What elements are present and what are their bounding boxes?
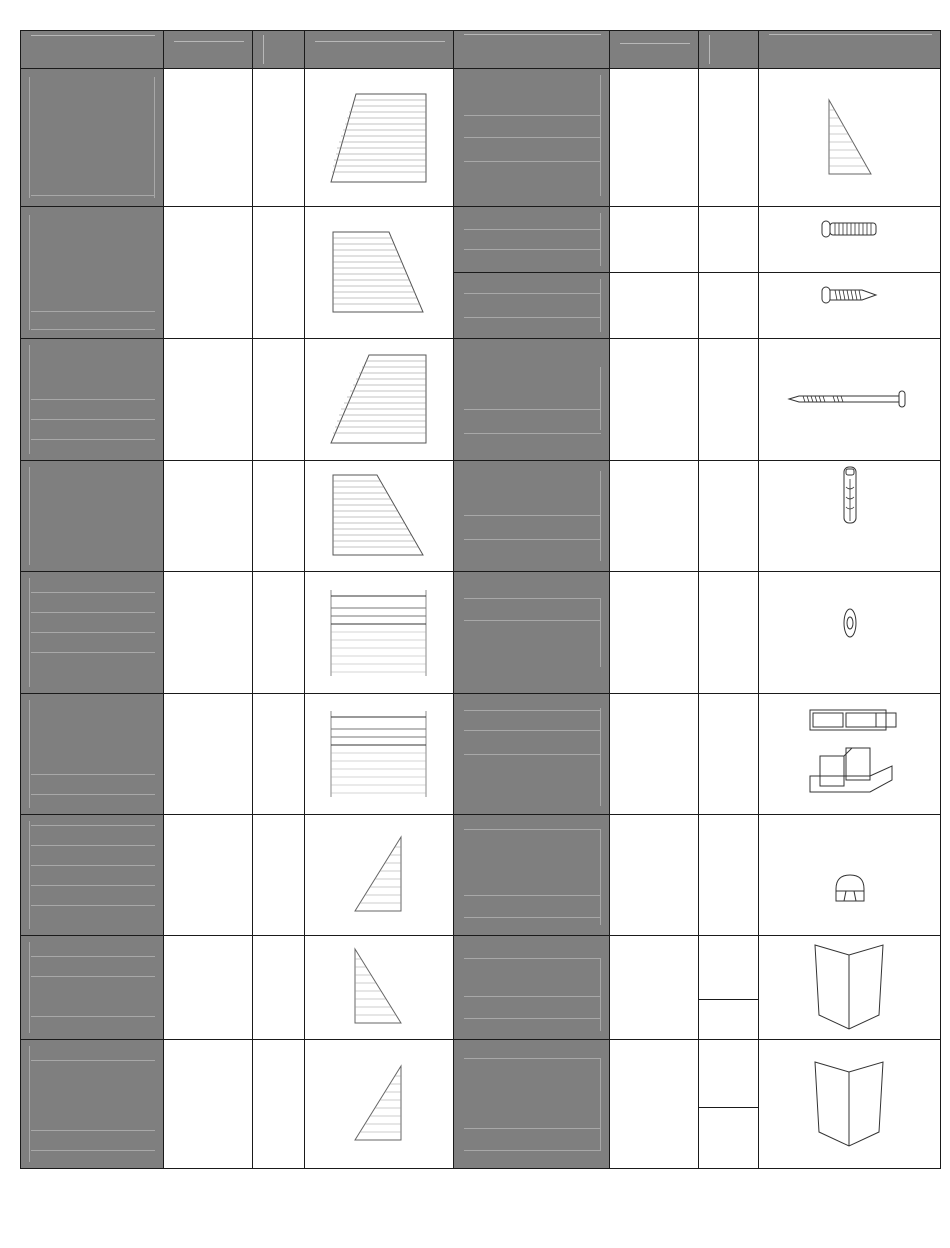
hardware-code-cell <box>610 572 699 693</box>
table-row <box>21 338 941 460</box>
part-code-cell <box>164 1039 253 1168</box>
panel-image-cell <box>305 693 454 814</box>
corner-trim-icon <box>813 943 887 1031</box>
parts-table <box>20 30 941 1169</box>
panel-trapezoid-icon <box>331 473 427 559</box>
table-row <box>21 572 941 693</box>
part-qty-cell <box>253 693 305 814</box>
corner-trim-icon <box>813 1060 887 1148</box>
hardware-image-cell <box>759 69 941 207</box>
part-name-cell <box>21 936 164 1039</box>
panel-image-cell <box>305 936 454 1039</box>
part-code-cell <box>164 69 253 207</box>
hardware-code-cell <box>610 1039 699 1168</box>
part-qty-cell <box>253 338 305 460</box>
part-qty-cell <box>253 936 305 1039</box>
table-row <box>21 69 941 207</box>
part-name-cell <box>21 461 164 572</box>
panel-trapezoid-icon <box>329 92 429 184</box>
panel-image-cell <box>305 207 454 338</box>
header-cell-part-qty <box>253 31 305 69</box>
part-name-cell <box>21 207 164 338</box>
part-code-cell <box>164 207 253 338</box>
part-code-cell <box>164 338 253 460</box>
hardware-code-cell <box>610 272 699 338</box>
hardware-name-cell <box>454 272 610 338</box>
part-code-cell <box>164 572 253 693</box>
part-code-cell <box>164 815 253 936</box>
part-qty-cell <box>253 69 305 207</box>
part-name-cell <box>21 69 164 207</box>
part-code-cell <box>164 461 253 572</box>
hardware-name-cell <box>454 69 610 207</box>
header-cell-part-name <box>21 31 164 69</box>
hardware-image-cell <box>759 1039 941 1168</box>
panel-image-cell <box>305 461 454 572</box>
hardware-code-cell <box>610 207 699 272</box>
hardware-code-cell <box>610 461 699 572</box>
part-qty-cell <box>253 572 305 693</box>
cap-nut-icon <box>830 871 870 907</box>
hardware-name-cell <box>454 461 610 572</box>
panel-rectangle-icon <box>329 709 429 799</box>
panel-triangle-icon <box>353 1064 405 1144</box>
long-nail-icon <box>787 389 913 409</box>
panel-rectangle-icon <box>329 588 429 678</box>
panel-image-cell <box>305 572 454 693</box>
hardware-image-cell <box>759 572 941 693</box>
hardware-image-cell <box>759 693 941 814</box>
hardware-image-cell <box>759 272 941 338</box>
hardware-image-cell <box>759 815 941 936</box>
hardware-qty-cell <box>699 572 759 693</box>
hardware-name-cell <box>454 1039 610 1168</box>
part-name-cell <box>21 693 164 814</box>
table-row <box>21 207 941 272</box>
header-cell-part-image <box>305 31 454 69</box>
part-name-cell <box>21 572 164 693</box>
part-name-cell <box>21 815 164 936</box>
hardware-code-cell <box>610 936 699 1039</box>
hardware-code-cell <box>610 338 699 460</box>
panel-triangle-icon <box>353 947 405 1027</box>
washer-icon <box>840 606 860 640</box>
hardware-image-cell <box>759 338 941 460</box>
part-qty-cell <box>253 815 305 936</box>
panel-image-cell <box>305 815 454 936</box>
panel-image-cell <box>305 69 454 207</box>
header-cell-part-code <box>164 31 253 69</box>
part-name-cell <box>21 338 164 460</box>
part-qty-cell <box>253 461 305 572</box>
hardware-qty-cell <box>699 1000 759 1039</box>
wall-anchor-icon <box>840 465 860 527</box>
header-cell-hardware-code <box>610 31 699 69</box>
hardware-qty-cell <box>699 1039 759 1107</box>
hardware-qty-cell <box>699 69 759 207</box>
triangle-panel-icon <box>825 98 875 178</box>
hardware-image-cell <box>759 461 941 572</box>
hardware-code-cell <box>610 693 699 814</box>
hardware-name-cell <box>454 936 610 1039</box>
table-row <box>21 693 941 814</box>
header-cell-hardware-image <box>759 31 941 69</box>
hardware-image-cell <box>759 207 941 272</box>
hardware-code-cell <box>610 69 699 207</box>
table-row <box>21 1039 941 1107</box>
panel-image-cell <box>305 1039 454 1168</box>
hardware-name-cell <box>454 815 610 936</box>
hardware-name-cell <box>454 693 610 814</box>
panel-trapezoid-icon <box>331 230 427 316</box>
part-qty-cell <box>253 1039 305 1168</box>
hardware-qty-cell <box>699 936 759 1000</box>
header-row <box>21 31 941 69</box>
hardware-name-cell <box>454 338 610 460</box>
hardware-name-cell <box>454 572 610 693</box>
header-cell-hardware-qty <box>699 31 759 69</box>
hardware-qty-cell <box>699 207 759 272</box>
panel-trapezoid-icon <box>329 353 429 445</box>
screw-icon <box>820 283 880 307</box>
part-qty-cell <box>253 207 305 338</box>
double-bracket-icon <box>800 706 900 802</box>
header-cell-hardware-name <box>454 31 610 69</box>
part-code-cell <box>164 693 253 814</box>
table-row <box>21 936 941 1000</box>
hardware-code-cell <box>610 815 699 936</box>
table-row <box>21 815 941 936</box>
hardware-qty-cell <box>699 693 759 814</box>
hardware-name-cell <box>454 207 610 272</box>
hardware-qty-cell <box>699 272 759 338</box>
panel-triangle-icon <box>353 835 405 915</box>
hardware-qty-cell <box>699 1107 759 1168</box>
part-name-cell <box>21 1039 164 1168</box>
hardware-qty-cell <box>699 815 759 936</box>
hardware-qty-cell <box>699 461 759 572</box>
bolt-icon <box>820 217 880 241</box>
part-code-cell <box>164 936 253 1039</box>
hardware-image-cell <box>759 936 941 1039</box>
panel-image-cell <box>305 338 454 460</box>
hardware-qty-cell <box>699 338 759 460</box>
table-row <box>21 461 941 572</box>
